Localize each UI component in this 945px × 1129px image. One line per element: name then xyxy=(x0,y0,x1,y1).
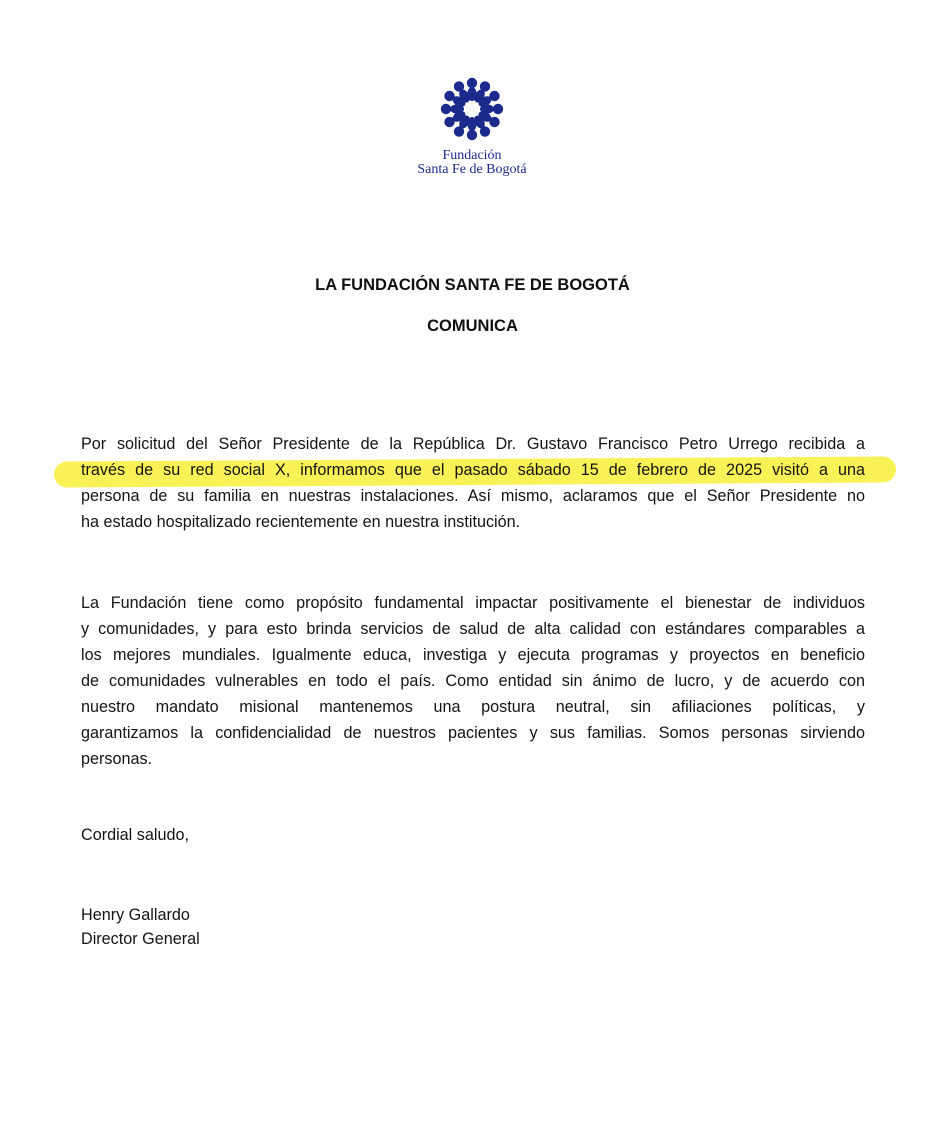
document-subtitle: COMUNICA xyxy=(427,317,518,335)
signatory-title: Director General xyxy=(81,930,200,948)
closing-salutation: Cordial saludo, xyxy=(81,826,189,844)
paragraph-line: y comunidades, y para esto brinda servicios de salud de alta calidad con estándares comparables a xyxy=(81,620,865,638)
paragraph-line: ha estado hospitalizado recientemente en nuestra institución. xyxy=(81,513,521,531)
paragraph-line: La Fundación tiene como propósito fundamental impactar positivamente el bienestar de individuos xyxy=(81,594,865,612)
organization-name-line2: Santa Fe de Bogotá xyxy=(417,162,527,177)
paragraph-line: personas. xyxy=(81,750,153,768)
organization-name-line1: Fundación xyxy=(442,148,502,163)
paragraph-purpose xyxy=(81,590,865,772)
organization-name xyxy=(372,149,572,177)
paragraph-line: garantizamos la confidencialidad de nuestros pacientes y sus familias. Somos personas sirviendo xyxy=(81,724,865,742)
document-title: LA FUNDACIÓN SANTA FE DE BOGOTÁ xyxy=(315,276,630,294)
paragraph-line: persona de su familia en nuestras instalaciones. Así mismo, aclaramos que el Señor Presidente no xyxy=(81,487,865,505)
paragraph-line: nuestro mandato misional mantenemos una postura neutral, sin afiliaciones políticas, y xyxy=(81,698,865,716)
paragraph-line: los mejores mundiales. Igualmente educa, investiga y ejecuta programas y proyectos en beneficio xyxy=(81,646,865,664)
paragraph-line-highlighted: través de su red social X, informamos que el pasado sábado 15 de febrero de 2025 visitó a una xyxy=(81,461,865,479)
paragraph-line: Por solicitud del Señor Presidente de la República Dr. Gustavo Francisco Petro Urrego recibida a xyxy=(81,435,865,453)
signature-block xyxy=(81,903,200,951)
foundation-emblem-icon xyxy=(437,74,507,144)
signatory-name: Henry Gallardo xyxy=(81,906,190,924)
paragraph-request xyxy=(81,431,865,535)
paragraph-line: de comunidades vulnerables en todo el país. Como entidad sin ánimo de lucro, y de acuerdo con xyxy=(81,672,865,690)
